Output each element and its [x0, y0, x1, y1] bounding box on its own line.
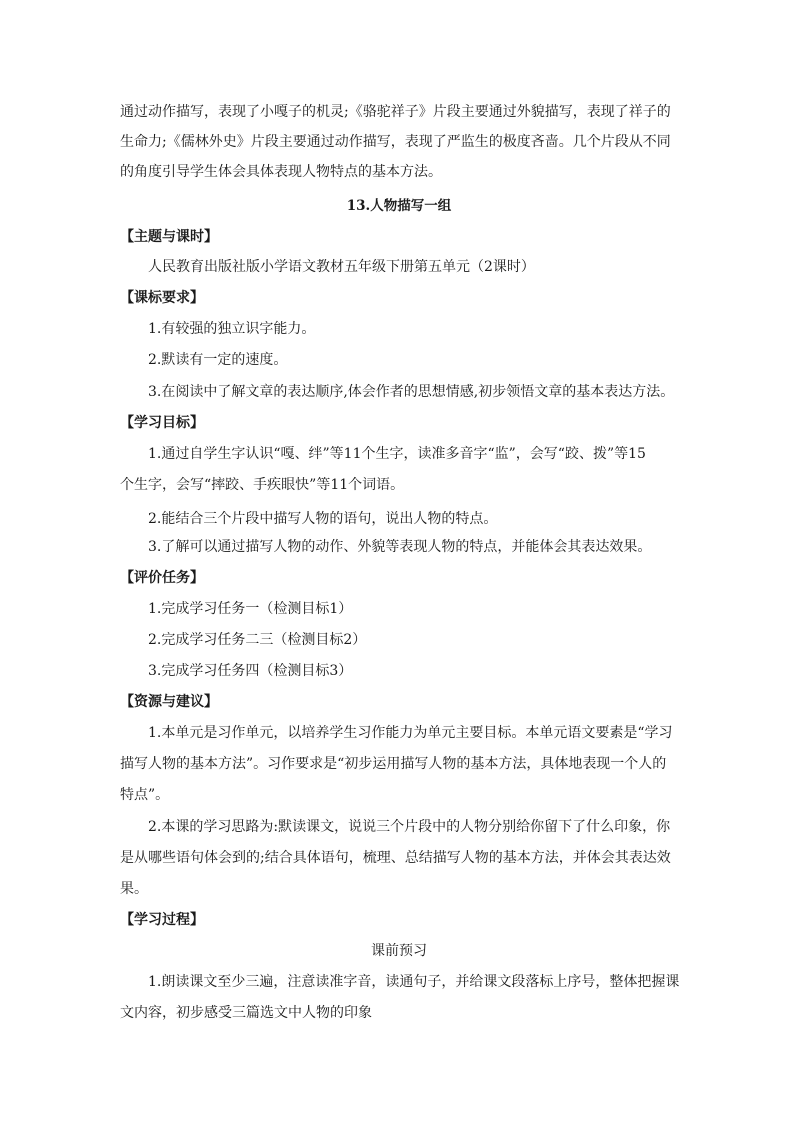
resources-paragraph-1-line-2: 描写人物的基本方法”。习作要求是“初步运用描写人物的基本方法，具体地表现一个人的	[120, 756, 667, 772]
intro-paragraph-line-2: 生命力;《儒林外史》片段主要通过动作描写，表现了严监生的极度吝啬。几个片段从不同	[120, 134, 671, 150]
resources-paragraph-1-line-1: 1.本单元是习作单元，以培养学生习作能力为单元主要目标。本单元语文要素是“学习	[148, 725, 673, 741]
process-paragraph-1-line-1: 1.朗读课文至少三遍，注意读准字音，读通句子，并给课文段落标上序号，整体把握课	[148, 974, 680, 990]
section-heading-standards: 【课标要求】	[120, 290, 204, 306]
objectives-item-1-line-1: 1.通过自学生字认识“嘎、绊”等11个生字，读准多音字“监”，会写“跤、拨”等15	[148, 446, 646, 462]
standards-item-2: 2.默读有一定的速度。	[148, 352, 288, 368]
section-heading-objectives: 【学习目标】	[120, 415, 204, 431]
intro-paragraph-line-3: 的角度引导学生体会具体表现人物特点的基本方法。	[120, 164, 442, 180]
objectives-item-2: 2.能结合三个片段中描写人物的语句，说出人物的特点。	[148, 511, 498, 527]
standards-item-1: 1.有较强的独立识字能力。	[148, 321, 316, 337]
standards-item-3: 3.在阅读中了解文章的表达顺序,体会作者的思想情感,初步领悟文章的基本表达方法。	[148, 384, 675, 400]
section-heading-resources: 【资源与建议】	[120, 694, 218, 710]
lesson-title: 13.人物描写一组	[346, 198, 452, 214]
evaluation-item-1: 1.完成学习任务一（检测目标1）	[148, 601, 353, 617]
topic-text: 人民教育出版社版小学语文教材五年级下册第五单元（2课时）	[148, 259, 535, 275]
section-heading-process: 【学习过程】	[120, 912, 204, 928]
evaluation-item-2: 2.完成学习任务二三（检测目标2）	[148, 632, 367, 648]
section-heading-topic: 【主题与课时】	[120, 229, 218, 245]
resources-paragraph-2-line-1: 2.本课的学习思路为:默读课文，说说三个片段中的人物分别给你留下了什么印象，你	[148, 819, 671, 835]
process-subheading: 课前预习	[371, 943, 427, 959]
intro-paragraph-line-1: 通过动作描写，表现了小嘎子的机灵;《骆驼祥子》片段主要通过外貌描写，表现了祥子的	[120, 104, 671, 120]
resources-paragraph-1-line-3: 特点”。	[120, 787, 170, 803]
objectives-item-3: 3.了解可以通过描写人物的动作、外貌等表现人物的特点，并能体会其表达效果。	[148, 539, 652, 555]
resources-paragraph-2-line-3: 果。	[120, 881, 148, 897]
objectives-item-1-line-2: 个生字，会写“摔跤、手疾眼快”等11个词语。	[120, 477, 405, 493]
evaluation-item-3: 3.完成学习任务四（检测目标3）	[148, 663, 353, 679]
process-paragraph-1-line-2: 文内容，初步感受三篇选文中人物的印象	[120, 1005, 372, 1021]
resources-paragraph-2-line-2: 是从哪些语句体会到的;结合具体语句，梳理、总结描写人物的基本方法，并体会其表达效	[120, 850, 671, 866]
section-heading-evaluation: 【评价任务】	[120, 570, 204, 586]
